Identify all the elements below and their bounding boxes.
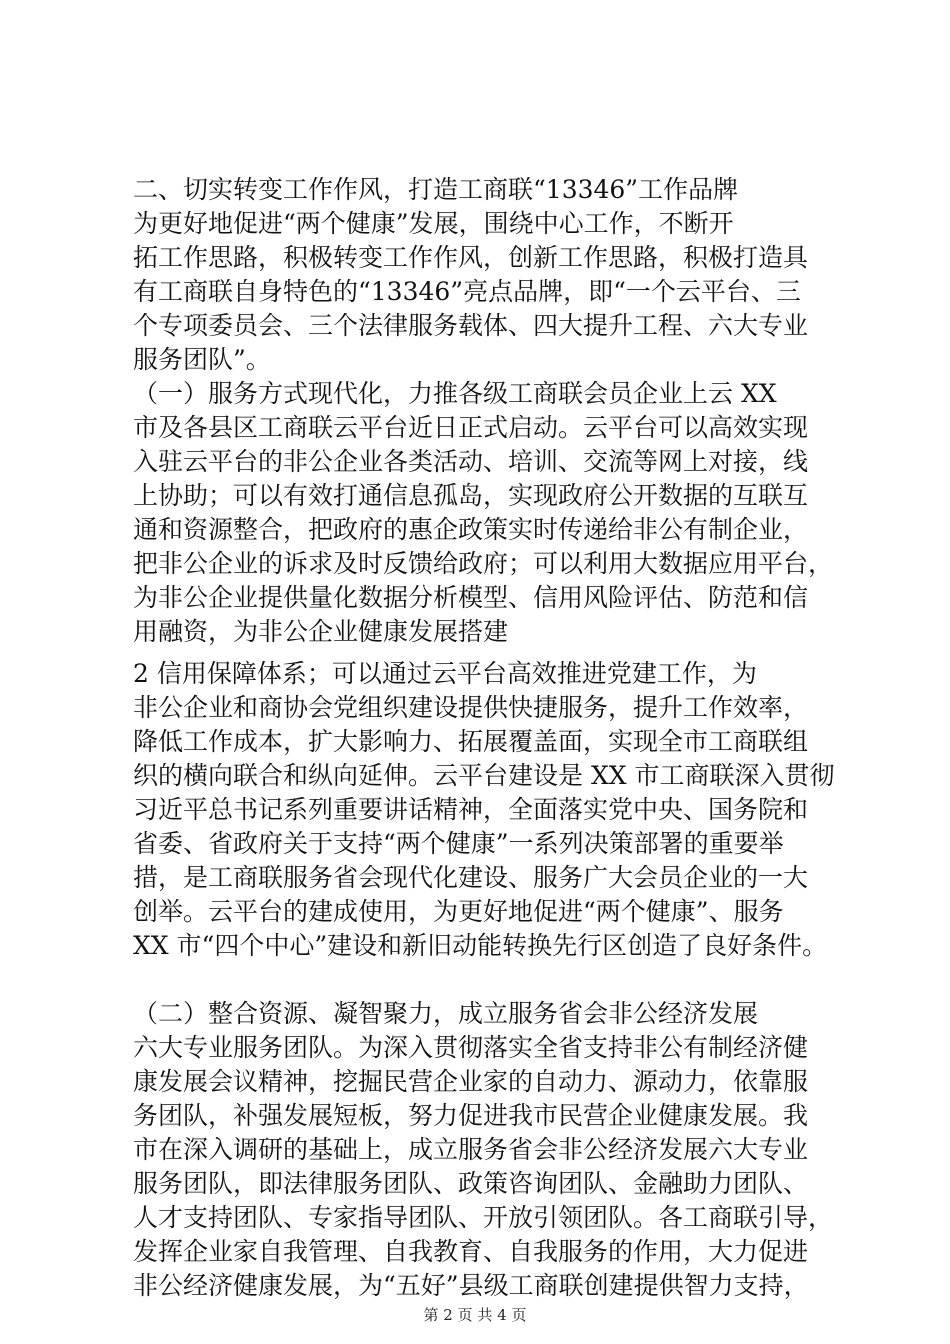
paragraph-line: 织的横向联合和纵向延伸。云平台建设是 XX 市工商联深入贯彻 — [133, 761, 835, 790]
paragraph-line: 服务团队，即法律服务团队、政策咨询团队、金融助力团队、 — [133, 1169, 809, 1198]
paragraph-line: XX 市“四个中心”建设和新旧动能转换先行区创造了良好条件。 — [133, 931, 828, 960]
paragraph-line: 为非公企业提供量化数据分析模型、信用风险评估、防范和信 — [133, 583, 809, 612]
paragraph-line: 个专项委员会、三个法律服务载体、四大提升工程、六大专业 — [133, 311, 809, 340]
paragraph-line: 为更好地促进“两个健康”发展，围绕中心工作，不断开 — [133, 209, 734, 238]
paragraph-line: 创举。云平台的建成使用，为更好地促进“两个健康”、服务 — [133, 897, 784, 926]
paragraph-line: 市在深入调研的基础上，成立服务省会非公经济发展六大专业 — [133, 1135, 809, 1164]
paragraph-line: 非公经济健康发展，为“五好”县级工商联创建提供智力支持， — [133, 1271, 809, 1300]
paragraph-line: 务团队，补强发展短板，努力促进我市民营企业健康发展。我 — [133, 1101, 809, 1130]
paragraph-line: 2 信用保障体系；可以通过云平台高效推进党建工作，为 — [133, 659, 757, 688]
paragraph-line: 六大专业服务团队。为深入贯彻落实全省支持非公有制经济健 — [133, 1033, 809, 1062]
paragraph-line: 上协助；可以有效打通信息孤岛，实现政府公开数据的互联互 — [133, 481, 809, 510]
paragraph-line: 非公企业和商协会党组织建设提供快捷服务，提升工作效率， — [133, 693, 809, 722]
paragraph-line: 拓工作思路，积极转变工作作风，创新工作思路，积极打造具 — [133, 243, 809, 272]
paragraph-line: （一）服务方式现代化，力推各级工商联会员企业上云 XX — [133, 379, 777, 408]
paragraph-line: 通和资源整合，把政府的惠企政策实时传递给非公有制企业， — [133, 515, 809, 544]
paragraph-line: 把非公企业的诉求及时反馈给政府；可以利用大数据应用平台， — [133, 549, 834, 578]
paragraph-line: 措，是工商联服务省会现代化建设、服务广大会员企业的一大 — [133, 863, 809, 892]
paragraph-line: 人才支持团队、专家指导团队、开放引领团队。各工商联引导， — [133, 1203, 834, 1232]
paragraph-line: 习近平总书记系列重要讲话精神，全面落实党中央、国务院和 — [133, 795, 809, 824]
paragraph-line: 省委、省政府关于支持“两个健康”一系列决策部署的重要举 — [133, 829, 784, 858]
paragraph-line: 康发展会议精神，挖掘民营企业家的自动力、源动力，依靠服 — [133, 1067, 809, 1096]
paragraph-line: 降低工作成本，扩大影响力、拓展覆盖面，实现全市工商联组 — [133, 727, 809, 756]
paragraph-line: 市及各县区工商联云平台近日正式启动。云平台可以高效实现 — [133, 413, 809, 442]
section-heading: 二、切实转变工作作风，打造工商联“13346”工作品牌 — [133, 175, 739, 204]
paragraph-line: 用融资，为非公企业健康发展搭建 — [133, 617, 509, 646]
paragraph-line: 有工商联自身特色的“13346”亮点品牌，即“一个云平台、三 — [133, 277, 801, 306]
page-footer: 第 2 页 共 4 页 — [423, 1306, 527, 1324]
paragraph-line: 入驻云平台的非公企业各类活动、培训、交流等网上对接，线 — [133, 447, 809, 476]
paragraph-line: 发挥企业家自我管理、自我教育、自我服务的作用，大力促进 — [133, 1237, 809, 1266]
paragraph-line: 服务团队”。 — [133, 345, 271, 374]
paragraph-line: （二）整合资源、凝智聚力，成立服务省会非公经济发展 — [133, 999, 759, 1028]
